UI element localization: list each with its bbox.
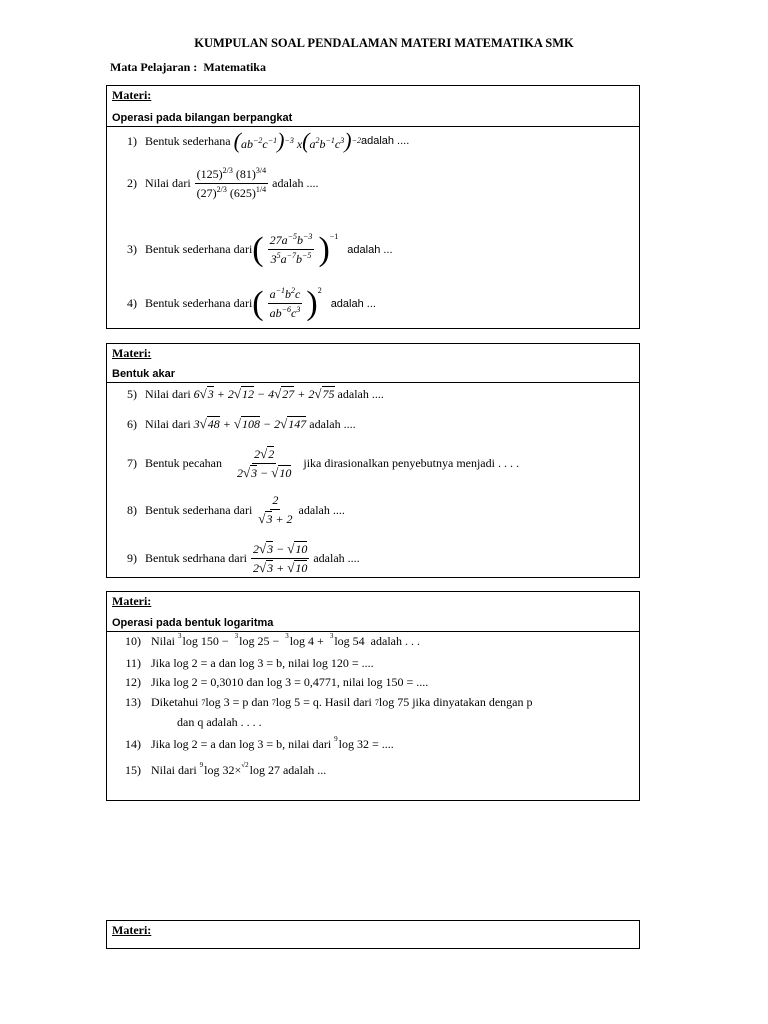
question-suffix: adalah ....	[272, 176, 319, 190]
question-number: 4)	[127, 296, 137, 310]
topic-title: Operasi pada bentuk logaritma	[112, 617, 274, 629]
math-expression: $^9$log 32	[334, 735, 370, 751]
math-fraction: $\frac{a^{-1}b^2c}{ab^{-6}c^3}$	[269, 286, 301, 320]
subject-label: Mata Pelajaran :	[110, 60, 198, 74]
question-text: Nilai dari	[145, 416, 191, 431]
question-text: Nilai dari	[145, 386, 191, 401]
question-5	[115, 386, 384, 402]
question-text: Nilai dari	[145, 176, 191, 190]
log-base: 7	[374, 698, 379, 707]
question-number: 8)	[127, 502, 137, 517]
question-6	[115, 416, 356, 432]
question-text: log 3 = p dan	[205, 695, 269, 709]
question-text: Bentuk sederhana dari	[145, 296, 253, 310]
question-number: 9)	[127, 551, 137, 565]
question-suffix: adalah ...	[347, 243, 393, 256]
question-suffix: = ....	[372, 737, 394, 751]
math-fraction: $\frac{2}{√3 + 2}$	[258, 493, 293, 526]
materi-label: Materi:	[112, 923, 152, 937]
question-suffix: adalah ....	[313, 551, 360, 565]
question-text: Jika log 2 = a dan log 3 = b, nilai log 120 = ....	[151, 656, 374, 670]
question-suffix: adalah ....	[360, 135, 410, 147]
log-base: 7	[201, 698, 206, 707]
question-text: Jika log 2 = a dan log 3 = b, nilai dari	[151, 737, 332, 751]
question-suffix: adalah ...	[330, 297, 376, 310]
question-13-line2	[177, 715, 262, 730]
section-logarithms	[106, 591, 640, 801]
question-text: Bentuk sedrhana dari	[145, 551, 247, 565]
question-text: Nilai dari	[151, 763, 197, 777]
question-number: 15)	[125, 763, 141, 777]
log-base: 7	[271, 698, 276, 707]
question-number: 7)	[127, 456, 137, 470]
math-fraction: $\frac{(125)^{2/3} (81)^{3/4}}{(27)^{2/3} (625)^{1/4}}$	[196, 166, 267, 200]
question-text: Bentuk pecahan	[145, 456, 222, 470]
section-header	[107, 86, 639, 127]
math-expression: $^9$log 32×$^{√2}$log 27	[199, 761, 280, 777]
section-empty	[106, 920, 640, 949]
question-15	[115, 763, 326, 778]
question-text: log 75 jika dinyatakan dengan p	[378, 695, 533, 709]
question-suffix: adalah ....	[337, 386, 384, 401]
page-title: KUMPULAN SOAL PENDALAMAN MATERI MATEMATIKA SMK	[194, 36, 574, 50]
question-3: 3) Bentuk sederhana dari ( $\frac{27a^{-5}b^{-3}}{3^5a^{-7}b^{-5}}$ ) $^{-1}$ adalah ...	[115, 232, 393, 267]
section-header	[107, 592, 639, 632]
question-number: 12)	[125, 675, 141, 689]
section-radicals	[106, 343, 640, 578]
math-expression: $^3$log 150 − $^3$log 25 − $^3$log 4 + $^3$log 54	[178, 632, 365, 648]
math-expression: 6√3 + 2√12 − 4√27 + 2√75	[193, 386, 335, 401]
question-text: Jika log 2 = 0,3010 dan log 3 = 0,4771, nilai log 150 = ....	[151, 675, 429, 689]
question-11	[115, 656, 374, 671]
math-fraction: $\frac{27a^{-5}b^{-3}}{3^5a^{-7}b^{-5}}$	[269, 232, 313, 266]
subject-value: Matematika	[203, 60, 266, 74]
question-suffix: adalah ...	[282, 763, 327, 777]
question-text: Bentuk sederhana dari	[145, 242, 253, 256]
question-number: 6)	[127, 416, 137, 431]
question-text: Bentuk sederhana	[145, 133, 231, 148]
question-number: 1)	[127, 133, 137, 148]
question-number: 14)	[125, 737, 141, 751]
question-text: dan q adalah . . . .	[177, 715, 262, 729]
question-9	[115, 541, 360, 576]
question-number: 2)	[127, 176, 137, 190]
question-7	[115, 446, 519, 481]
question-number: 11)	[125, 656, 141, 670]
question-number: 5)	[127, 386, 137, 401]
question-suffix: adalah ....	[298, 502, 345, 517]
question-suffix: adalah ....	[309, 416, 356, 431]
subject-line	[110, 60, 266, 75]
math-expression: 3√48 + √108 − 2√147	[193, 416, 307, 431]
math-fraction: $\frac{2√3 - √10}{2√3 + √10}$	[252, 541, 308, 575]
question-2	[115, 166, 318, 201]
question-suffix: jika dirasionalkan penyebutnya menjadi . . . .	[303, 456, 519, 470]
materi-label: Materi:	[112, 594, 152, 608]
math-fraction: $\frac{2√2}{2√3 - √10}$	[236, 446, 292, 480]
topic-title: Bentuk akar	[112, 368, 175, 380]
question-10	[115, 634, 420, 649]
section-header	[107, 344, 639, 383]
question-1	[115, 130, 409, 152]
question-text: log 5 = q. Hasil dari	[275, 695, 372, 709]
section-exponents	[106, 85, 640, 329]
question-number: 3)	[127, 242, 137, 256]
question-13	[115, 695, 533, 710]
materi-label: Materi:	[112, 346, 152, 360]
materi-label: Materi:	[112, 88, 152, 102]
question-suffix: adalah . . .	[370, 634, 420, 648]
question-8	[115, 493, 345, 527]
question-14	[115, 737, 394, 752]
question-number: 10)	[125, 634, 141, 648]
question-text: Bentuk sederhana dari	[145, 502, 253, 517]
question-text: Nilai	[151, 634, 175, 648]
math-expression: $(ab^{-2}c^{-1})^{-3}$ $x(a^2b^{-1}c^3)^{-2}$	[233, 128, 361, 153]
question-12	[115, 675, 428, 690]
question-text: Diketahui	[151, 695, 199, 709]
topic-title: Operasi pada bilangan berpangkat	[112, 112, 293, 124]
question-number: 13)	[125, 695, 141, 709]
question-4: 4) Bentuk sederhana dari ( $\frac{a^{-1}b^2c}{ab^{-6}c^3}$ ) $^2$ adalah ...	[115, 286, 376, 321]
